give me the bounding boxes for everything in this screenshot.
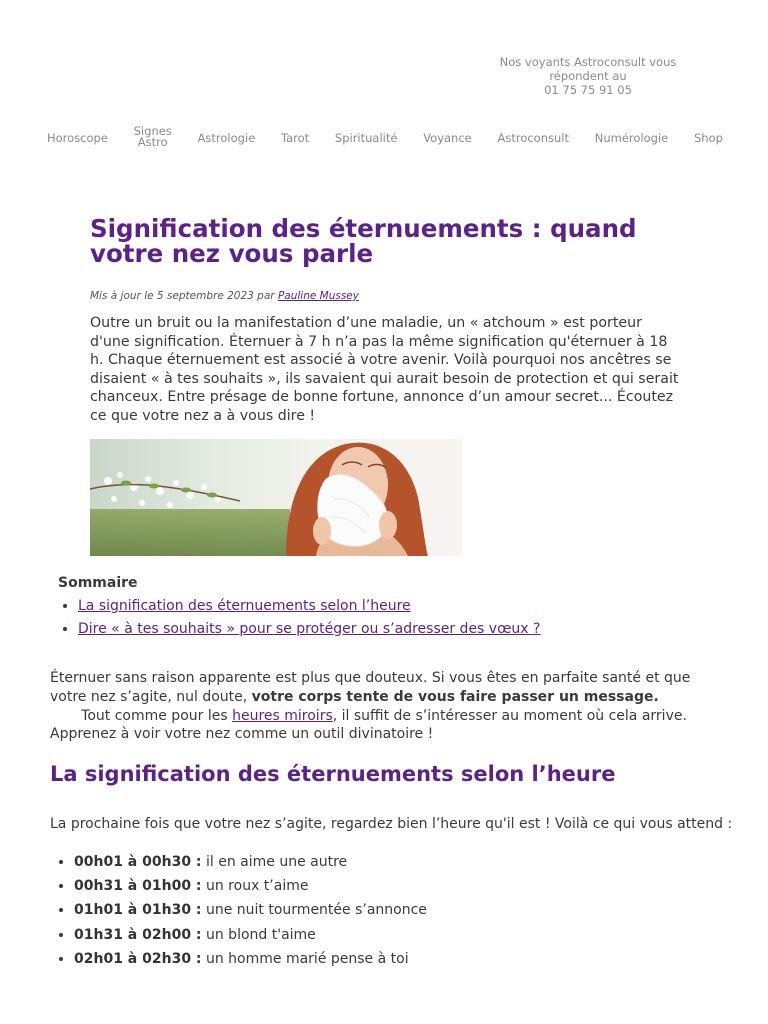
contact-text: Nos voyants Astroconsult vous répondent au <box>499 55 677 83</box>
hour-range: 00h31 à 01h00 : <box>74 878 202 895</box>
toc-item <box>78 595 678 618</box>
paragraph-bold: votre corps tente de vous faire passer un message. <box>251 688 659 705</box>
nav-item-numerologie[interactable]: Numérologie <box>594 130 669 145</box>
nav-item-shop[interactable]: Shop <box>693 130 723 145</box>
heures-miroirs-link[interactable]: heures miroirs <box>232 707 333 724</box>
toc-link-signification[interactable]: La signification des éternuements selon l’heure <box>78 598 411 614</box>
body-paragraph <box>50 669 730 744</box>
toc-item <box>78 618 678 641</box>
hour-meaning: il en aime une autre <box>201 854 348 870</box>
hour-range: 01h01 à 01h30 : <box>74 902 202 919</box>
paragraph-text-2: Tout comme pour les <box>50 707 233 724</box>
nav-item-astroconsult[interactable]: Astroconsult <box>497 130 569 145</box>
hours-list <box>50 850 427 971</box>
section-lead: La prochaine fois que votre nez s’agite, regardez bien l’heure qu'il est ! Voilà ce qui vous attend : <box>50 816 733 832</box>
hour-range: 01h31 à 02h00 : <box>74 926 202 943</box>
main-nav <box>40 126 730 148</box>
nav-item-signes-astro[interactable] <box>127 126 179 148</box>
author-link[interactable]: Pauline Mussey <box>277 290 359 302</box>
nav-item-horoscope[interactable]: Horoscope <box>47 130 108 145</box>
list-item <box>74 898 427 922</box>
article-intro: Outre un bruit ou la manifestation d’une maladie, un « atchoum » est porteur d'une signification. Éternuer à 7 h n’a pas la même signification qu'éternuer à 18 h. Chaque éternuement est associé à votre avenir. Voilà pourquoi nos ancêtres se disaient « à tes souhaits », ils savaient qui aurait besoin de protection et qui serait chanceux. Entre présage de bonne fortune, annonce d’un amour secret... Écoutez ce que votre nez a à vous dire ! <box>90 315 679 424</box>
article-meta <box>90 290 359 302</box>
list-item <box>74 850 427 874</box>
hour-meaning: un blond t'aime <box>201 926 316 943</box>
toc-link-souhaits[interactable]: Dire « à tes souhaits » pour se protéger ou s’adresser des vœux ? <box>78 620 541 637</box>
hour-range: 00h01 à 00h30 : <box>74 854 202 870</box>
contact-phone[interactable]: 01 75 75 91 05 <box>544 83 632 97</box>
nav-item-tarot[interactable]: Tarot <box>280 130 310 145</box>
hour-meaning: un roux t’aime <box>201 878 309 895</box>
hour-meaning: une nuit tourmentée s’annonce <box>201 902 427 919</box>
nav-item-astrologie[interactable]: Astrologie <box>197 130 256 145</box>
article-image <box>90 439 462 556</box>
toc-title: Sommaire <box>58 575 138 591</box>
hour-range: 02h01 à 02h30 : <box>74 950 202 967</box>
table-of-contents <box>58 575 678 640</box>
list-item <box>74 947 427 971</box>
contact-banner <box>470 55 706 97</box>
nav-item-signes-line1: Signes <box>133 124 172 138</box>
paragraph-text-1: Éternuer sans raison apparente est plus que douteux. Si vous êtes en parfaite santé et que votre nez s’agite, nul doute, <box>50 670 691 705</box>
list-item <box>74 923 427 947</box>
nav-item-spiritualite[interactable]: Spiritualité <box>334 130 398 145</box>
nav-item-signes-line2: Astro <box>137 135 168 149</box>
page-title: Signification des éternuements : quand votre nez vous parle <box>90 214 637 268</box>
section-title: La signification des éternuements selon l’heure <box>50 762 616 786</box>
nav-item-voyance[interactable]: Voyance <box>423 130 472 145</box>
hour-meaning: un homme marié pense à toi <box>201 950 409 967</box>
toc-list <box>58 595 678 640</box>
meta-date: Mis à jour le 5 septembre 2023 par <box>90 290 278 302</box>
list-item <box>74 874 427 898</box>
paragraph-text-3: , il suffit de s’intéresser au moment où cela arrive. Apprenez à voir votre nez comme un outil divinatoire ! <box>50 707 687 743</box>
